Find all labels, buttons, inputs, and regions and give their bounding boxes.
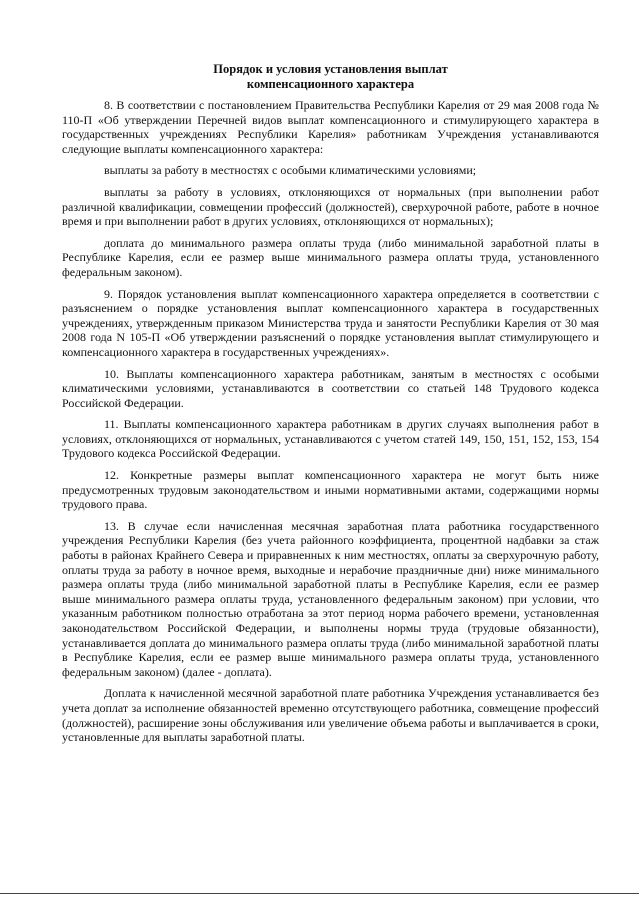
document-title bbox=[62, 62, 599, 92]
list-item-abnormal-conditions: выплаты за работу в условиях, отклоняющихся от нормальных (при выполнении работ различной квалификации, совмещении профессий (должностей), сверхурочной работе, работе в ночное время и при выполнении работ в других условиях, отклоняющихся от нормальных); bbox=[62, 184, 599, 229]
paragraph-11: 11. Выплаты компенсационного характера работникам в других случаях выполнения работ в условиях, отклоняющихся от нормальных, устанавливаются с учетом статей 149, 150, 151, 152, 153, 154 Трудового кодекса Российской Федерации. bbox=[62, 417, 599, 461]
title-line-2: компенсационного характера bbox=[246, 77, 415, 91]
paragraph-9: 9. Порядок установления выплат компенсационного характера определяется в соответствии с разъяснением о порядке установления выплат компенсационного характера в государственных учреждениях, утвержденным приказом Министерства труда и занятости Республики Карелия от 30 мая 2008 года N 105-П «Об утверждении разъяснений о порядке установления выплат стимулирующего и компенсационного характера в государственных учреждениях». bbox=[62, 286, 599, 359]
page-bottom-rule bbox=[0, 893, 639, 894]
paragraph-12: 12. Конкретные размеры выплат компенсационного характера не могут быть ниже предусмотренных трудовым законодательством и иными нормативными актами, содержащими нормы трудового права. bbox=[62, 468, 599, 512]
list-item-climatic: выплаты за работу в местностях с особыми климатическими условиями; bbox=[104, 163, 477, 178]
paragraph-10: 10. Выплаты компенсационного характера работникам, занятым в местностях с особыми климатическими условиями, устанавливаются в соответствии со статьей 148 Трудового кодекса Российской Федерации. bbox=[62, 366, 599, 410]
title-line-1: Порядок и условия установления выплат bbox=[213, 62, 448, 76]
paragraph-8: 8. В соответствии с постановлением Правительства Республики Карелия от 29 мая 2008 года № 110-П «Об утверждении Перечней видов выплат компенсационного и стимулирующего характера в государственных учреждениях Республики Карелия» работникам Учреждения устанавливаются следующие выплаты компенсационного характера: bbox=[62, 98, 599, 156]
list-item-minimum-wage: доплата до минимального размера оплаты труда (либо минимальной заработной платы в Республике Карелия, если ее размер выше минимального размера оплаты труда, установленного федеральным законом). bbox=[62, 235, 599, 279]
paragraph-13: 13. В случае если начисленная месячная заработная плата работника государственного учреждения Республики Карелия (без учета районного коэффициента, процентной надбавки за стаж работы в районах Крайнего Севера и приравненных к ним местностях, оплаты за сверхурочную работу, оплаты труда за работу в ночное время, выходные и нерабочие праздничные дни) ниже минимального размера оплаты труда (либо минимальной заработной платы в Республике Карелия, если ее размер выше минимального размера оплаты труда, установленного федеральным законом) при условии, что указанным работником полностью отработана за этот период норма рабочего времени, установленная законодательством Российской Федерации, и выполнены нормы труда (трудовые обязанности), устанавливается доплата до минимального размера оплаты труда (либо минимальной заработной платы в Республике Карелия, если ее размер выше минимального размера оплаты труда, установленного федеральным законом) (далее - доплата). bbox=[62, 518, 599, 679]
paragraph-surcharge: Доплата к начисленной месячной заработной плате работника Учреждения устанавливается без учета доплат за исполнение обязанностей временно отсутствующего работника, совмещение профессий (должностей), расширение зоны обслуживания или увеличение объема работы и выплачивается в сроки, установленные для выплаты заработной платы. bbox=[62, 686, 599, 745]
